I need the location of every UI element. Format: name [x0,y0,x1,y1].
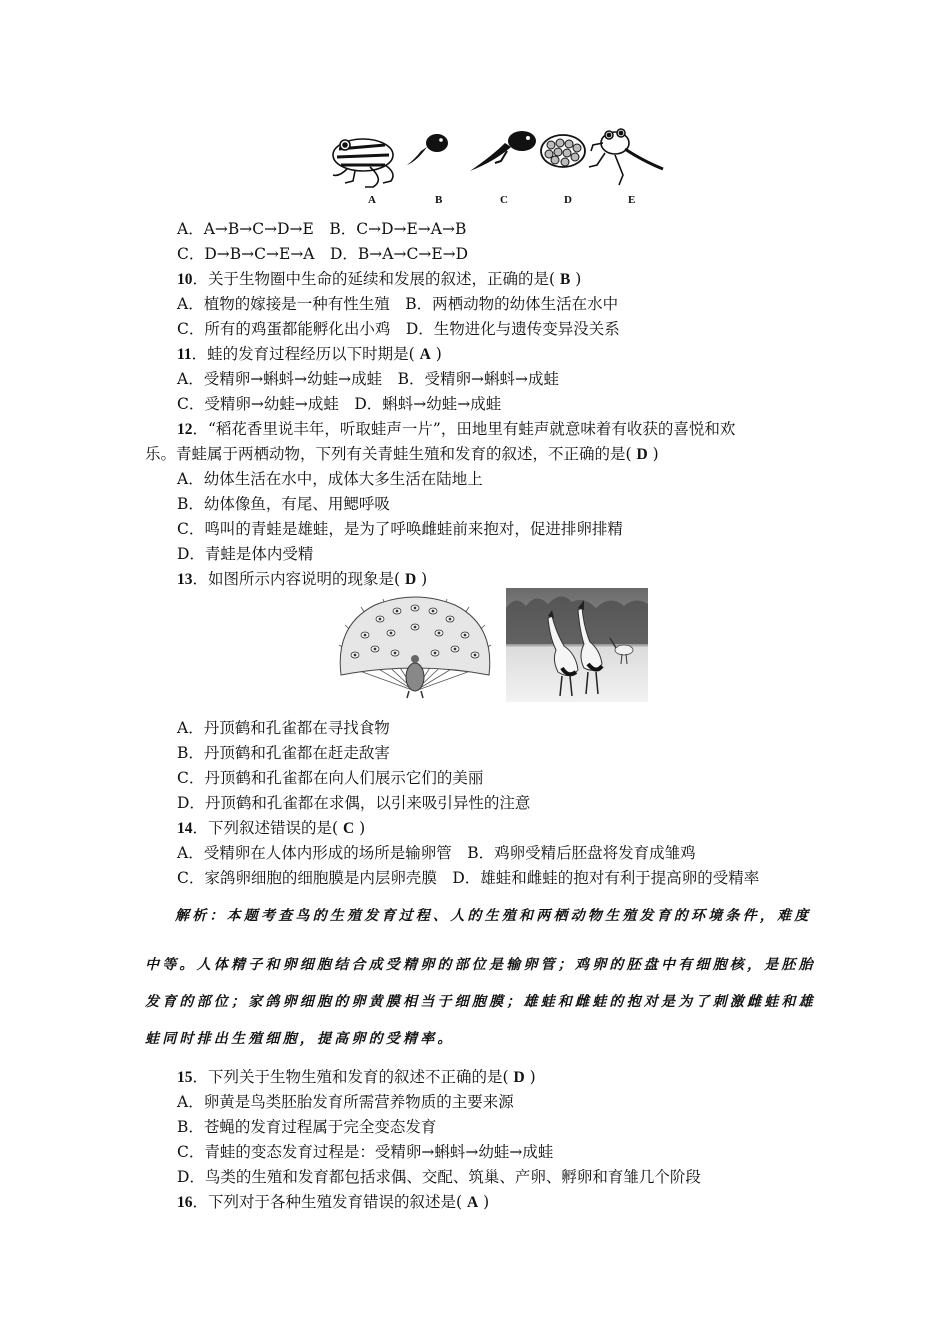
q13-option-a: A．丹顶鹤和孔雀都在寻找食物 [177,719,390,737]
peacock-image [335,595,495,699]
q14-options-line1: A．受精卵在人体内形成的场所是输卵管 B．鸡卵受精后胚盘将发育成雏鸡 [177,844,696,862]
adult-frog-drawing [333,139,393,187]
question-text: ．下列对于各种生殖发育错误的叙述是 [192,1193,457,1211]
q12-stem-line2: 乐。青蛙属于两栖动物，下列有关青蛙生殖和发育的叙述，不正确的是( D ) [145,445,659,463]
q12-option-b: B．幼体像鱼，有尾、用鳃呼吸 [177,495,390,513]
question-text: ．蛙的发育过程经历以下时期是 [191,345,409,363]
q13-stem: 13．如图所示内容说明的现象是( D ) [177,570,428,588]
figure-label-b: B [435,194,443,206]
q10-options-line2: C．所有的鸡蛋都能孵化出小鸡 D．生物进化与遗传变异没关系 [177,320,620,338]
explanation-line3: 发育的部位；家鸽卵细胞的卵黄膜相当于细胞膜；雄蛙和雌蛙的抱对是为了刺激雌蛙和雄 [145,994,816,1010]
answer-letter: D [636,446,648,463]
froglet-drawing [589,129,663,185]
q12-option-a: A．幼体生活在水中，成体大多生活在陆地上 [177,470,483,488]
question-text: 乐。青蛙属于两栖动物，下列有关青蛙生殖和发育的叙述，不正确的是 [145,445,626,463]
answer-letter: C [343,820,355,837]
answer-letter: B [560,271,571,288]
frog-development-figure [325,125,665,195]
egg-mass-drawing [541,135,585,167]
tadpole-with-legs-drawing [470,131,536,171]
answer-letter: D [513,1069,525,1086]
question-text: ．下列关于生物生殖和发育的叙述不正确的是 [192,1068,503,1086]
q16-stem: 16．下列对于各种生殖发育错误的叙述是( A ) [177,1193,490,1211]
tadpole-drawing [407,134,448,165]
figure-label-c: C [500,194,508,206]
figure-label-a: A [368,194,376,206]
q15-stem: 15．下列关于生物生殖和发育的叙述不正确的是( D ) [177,1068,536,1086]
q11-options-line2: C．受精卵→幼蛙→成蛙 D．蝌蚪→幼蛙→成蛙 [177,395,502,413]
question-text: ．关于生物圈中生命的延续和发展的叙述，正确的是 [192,270,550,288]
question-number: 13 [177,571,193,588]
question-number: 11 [177,346,192,363]
q14-stem: 14．下列叙述错误的是( C ) [177,819,366,837]
q14-options-line2: C．家鸽卵细胞的细胞膜是内层卵壳膜 D．雄蛙和雌蛙的抱对有利于提高卵的受精率 [177,869,760,887]
q11-stem: 11．蛙的发育过程经历以下时期是( A ) [177,345,442,363]
answer-letter: D [405,571,417,588]
crane-photo [506,588,648,702]
q15-option-d: D．鸟类的生殖和发育都包括求偶、交配、筑巢、产卵、孵卵和育雏几个阶段 [177,1168,701,1186]
q13-option-b: B．丹顶鹤和孔雀都在赶走敌害 [177,744,390,762]
q13-option-c: C．丹顶鹤和孔雀都在向人们展示它们的美丽 [177,769,484,787]
question-number: 16 [177,1194,193,1211]
question-number: 14 [177,820,193,837]
q13-option-d: D．丹顶鹤和孔雀都在求偶，以引来吸引异性的注意 [177,794,531,812]
explanation-line2: 中等。人体精子和卵细胞结合成受精卵的部位是输卵管；鸡卵的胚盘中有细胞核，是胚胎 [145,957,816,973]
q12-stem-line1 [177,419,735,440]
q15-option-a: A．卵黄是鸟类胚胎发育所需营养物质的主要来源 [177,1093,514,1111]
question-number: 15 [177,1069,193,1086]
question-text: ．如图所示内容说明的现象是 [192,570,395,588]
figure-label-d: D [564,194,572,206]
explanation-line4: 蛙同时排出生殖细胞，提高卵的受精率。 [145,1031,455,1047]
explanation-line1: 解析：本题考查鸟的生殖发育过程、人的生殖和两栖动物生殖发育的环境条件，难度 [175,908,812,924]
q15-option-c: C．青蛙的变态发育过程是：受精卵→蝌蚪→幼蛙→成蛙 [177,1143,554,1161]
q12-option-c: C．鸣叫的青蛙是雄蛙，是为了呼唤雌蛙前来抱对，促进排卵排精 [177,520,623,538]
figure-label-e: E [628,194,636,206]
q10-options-line1: A．植物的嫁接是一种有性生殖 B．两栖动物的幼体生活在水中 [177,295,619,313]
question-text: ．“稻花香里说丰年，听取蛙声一片”，田地里有蛙声就意味着有收获的喜悦和欢 [192,420,736,438]
question-text: ．下列叙述错误的是 [192,819,333,837]
q10-stem: 10．关于生物圈中生命的延续和发展的叙述，正确的是( B ) [177,270,582,288]
q11-options-line1: A．受精卵→蝌蚪→幼蛙→成蛙 B．受精卵→蝌蚪→成蛙 [177,370,560,388]
answer-letter: A [467,1194,479,1211]
q12-option-d: D．青蛙是体内受精 [177,545,314,563]
q9-options-line2: C．D→B→C→E→A D．B→A→C→E→D [177,245,469,263]
question-number: 10 [177,271,193,288]
answer-letter: A [419,346,431,363]
q15-option-b: B．苍蝇的发育过程属于完全变态发育 [177,1118,437,1136]
question-number: 12 [177,421,193,438]
q9-options-line1: A．A→B→C→D→E B．C→D→E→A→B [177,220,467,238]
